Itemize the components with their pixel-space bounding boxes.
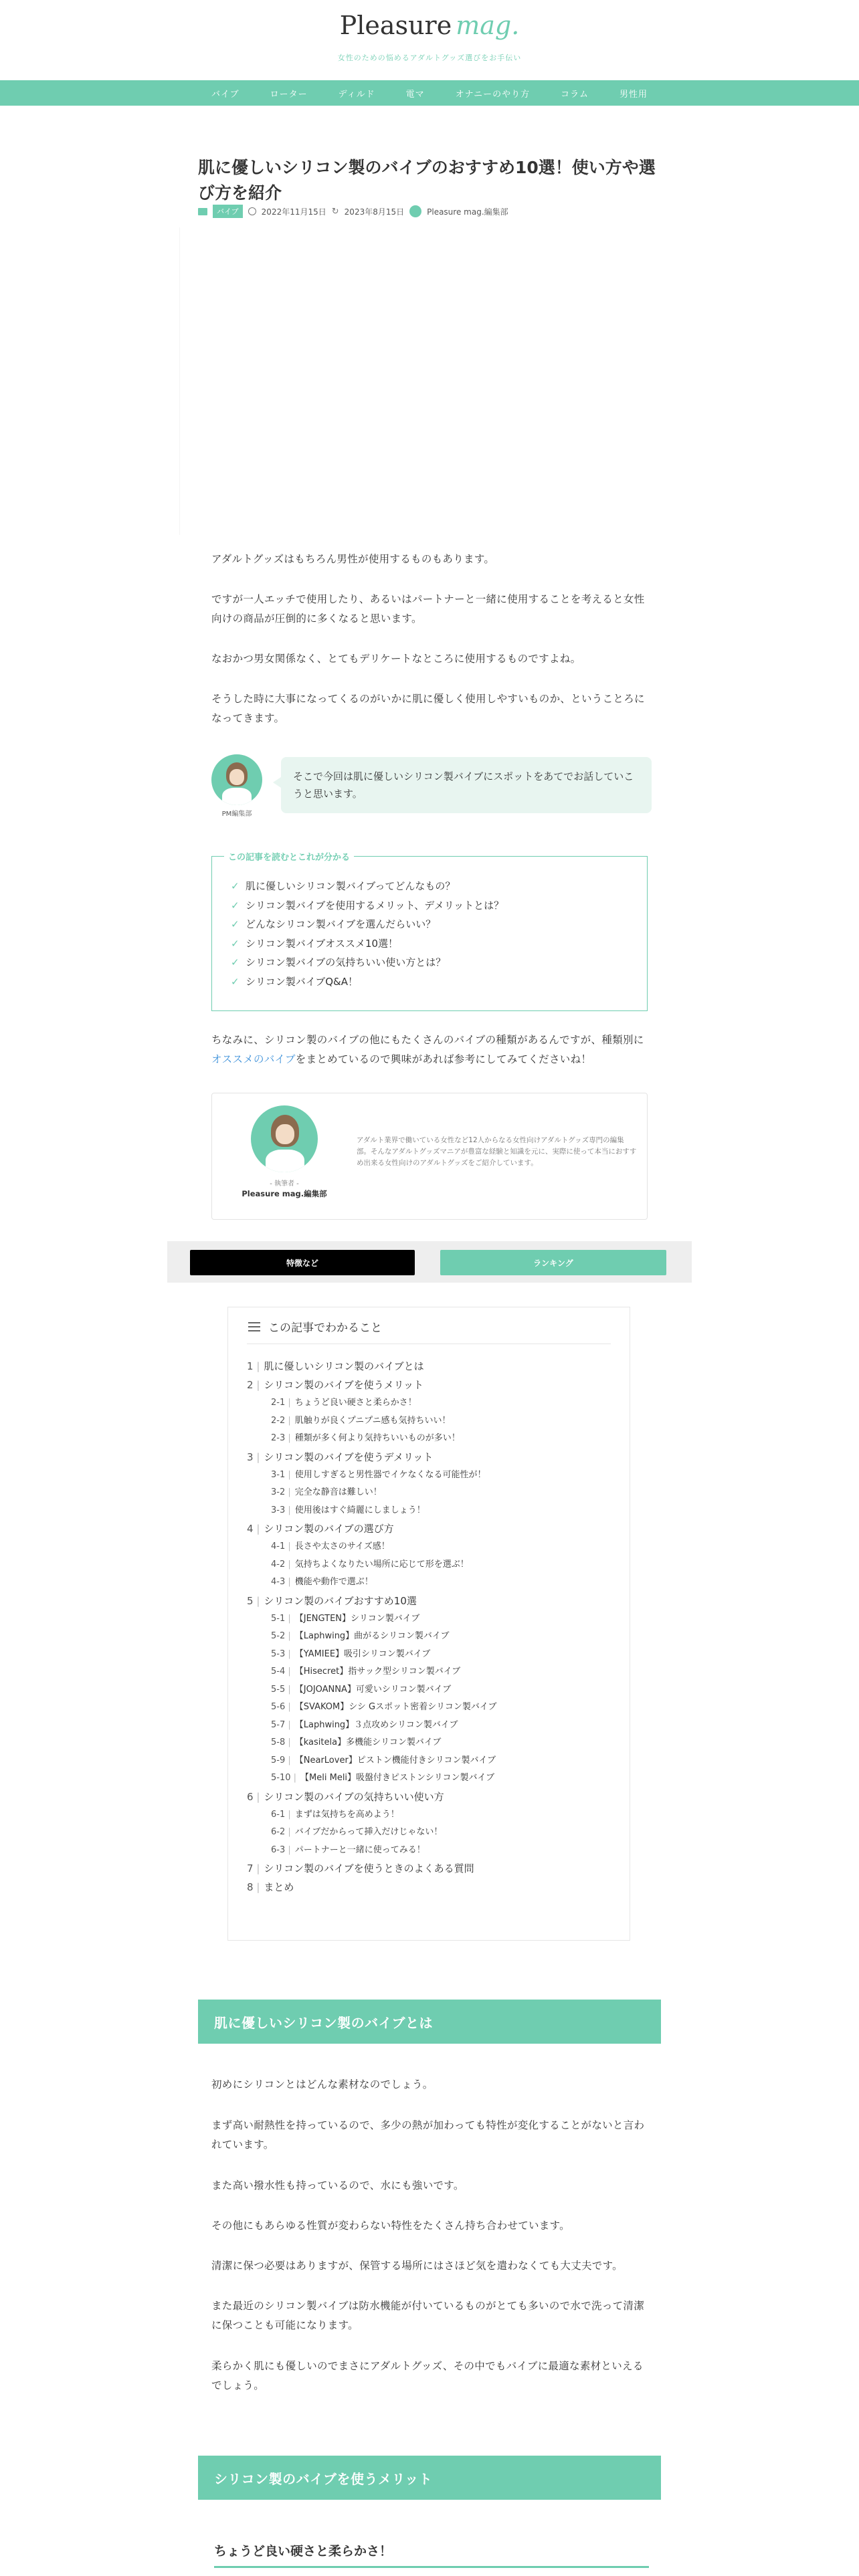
recommend-paragraph <box>211 1031 648 1069</box>
toc-item-number: 4-2 | <box>271 1560 291 1570</box>
toc-item-number: 5 | <box>247 1595 260 1607</box>
toc-item-text[interactable]: 【Laphwing】３点攻めシリコン製バイブ <box>294 1719 458 1730</box>
toc-item[interactable] <box>247 1824 496 1842</box>
summary-item-text: シリコン製バイブを使用するメリット、デメリットとは？ <box>246 899 504 911</box>
toc-item-text[interactable]: 機能や動作で選ぶ！ <box>294 1577 373 1587</box>
section-paragraph: 柔らかく肌にも優しいのでまさにアダルトグッズ、その中でもバイブに最適な素材といえるでしょう。 <box>211 2360 644 2391</box>
toc-item-text[interactable]: パートナーと一緒に使ってみる！ <box>294 1844 425 1855</box>
toc-item[interactable] <box>247 1663 496 1681</box>
toc-item-text[interactable]: 【Meli Meli】吸盤付きピストンシリコン製バイブ <box>300 1773 495 1783</box>
author-description: アダルト業界で働いている女性など12人からなる女性向けアダルトグッズ専門の編集部。そんなアダルトグッズマニアが豊富な経験と知識を元に、実際に使って本当におすすめ出来る女性向けのアダルトグッズをご紹介しています。 <box>357 1136 637 1167</box>
paragraph-text: をまとめているので興味があれば参考にしてみてくださいね！ <box>295 1053 592 1065</box>
summary-item-text: シリコン製バイブオススメ10選！ <box>246 937 399 950</box>
toc-item-text[interactable]: シリコン製のバイブおすすめ10選 <box>264 1594 417 1607</box>
speech-bubble-text: そこで今回は肌に優しいシリコン製バイブにスポットをあてでお話していこうと思います。 <box>281 757 652 813</box>
section-heading: シリコン製のバイブを使うメリット <box>198 2456 661 2500</box>
toc-item[interactable] <box>247 1610 496 1628</box>
toc-item-number: 5-5 | <box>271 1685 291 1695</box>
toc-list <box>247 1357 496 1897</box>
category-badge[interactable]: バイブ <box>213 205 243 218</box>
logo-main: Pleasure <box>339 11 452 40</box>
features-button[interactable]: 特徴など <box>190 1250 415 1275</box>
toc-item-number: 3 | <box>247 1451 260 1463</box>
author-avatar-small <box>409 205 421 217</box>
toc-item[interactable] <box>247 1519 496 1538</box>
toc-item[interactable] <box>247 1699 496 1717</box>
section-paragraph: その他にもあらゆる性質が変わらない特性をたくさん持ち合わせています。 <box>211 2220 570 2232</box>
toc-item-text[interactable]: 【JENGTEN】シリコン製バイブ <box>294 1613 420 1624</box>
toc-item-number: 4-1 | <box>271 1541 291 1551</box>
toc-item-number: 2-2 | <box>271 1416 291 1426</box>
toc-item[interactable] <box>247 1769 496 1788</box>
toc-item[interactable] <box>247 1357 496 1376</box>
toc-item[interactable] <box>247 1752 496 1770</box>
toc-item-number: 6-2 | <box>271 1827 291 1837</box>
toc-item-number: 6-1 | <box>271 1810 291 1820</box>
author-link[interactable]: Pleasure mag.編集部 <box>427 207 508 217</box>
toc-item-text[interactable]: 【YAMIEE】吸引シリコン製バイブ <box>294 1648 431 1659</box>
toc-item[interactable] <box>247 1467 496 1485</box>
toc-item-number: 7 | <box>247 1862 260 1874</box>
toc-item[interactable] <box>247 1842 496 1860</box>
published-date: 2022年11月15日 <box>261 207 326 217</box>
toc-item-text[interactable]: 【Hisecret】指サック型シリコン製バイブ <box>294 1667 461 1677</box>
toc-item-text[interactable]: まずは気持ちを高めよう！ <box>294 1809 399 1820</box>
toc-item-number: 4-3 | <box>271 1577 291 1587</box>
nav-item-rotor[interactable]: ローター <box>270 89 308 100</box>
intro-paragraph: そうした時に大事になってくるのがいかに肌に優しく使用しやすいものか、ということろになってきます。 <box>211 693 645 724</box>
check-icon: ✓ <box>231 937 240 950</box>
toc-item-number: 6-3 | <box>271 1845 291 1855</box>
nav-item-column[interactable]: コラム <box>561 89 589 100</box>
refresh-icon: ↻ <box>331 206 339 217</box>
toc-item-number: 5-10 | <box>271 1773 296 1783</box>
toc-item-text[interactable]: 気持ちよくなりたい場所に応じて形を選ぶ！ <box>294 1559 469 1570</box>
toc-item-text[interactable]: 使用後はすぐ綺麗にしましょう！ <box>294 1505 425 1515</box>
check-icon: ✓ <box>231 956 240 968</box>
nav-item-vibe[interactable]: バイブ <box>211 89 240 100</box>
toc-item-number: 3-2 | <box>271 1487 291 1497</box>
global-nav <box>0 80 859 106</box>
summary-item <box>231 877 504 896</box>
summary-item <box>231 953 504 972</box>
toc-item[interactable] <box>247 1646 496 1664</box>
toc-item-text[interactable]: ちょうど良い硬さと柔らかさ！ <box>294 1398 417 1408</box>
toc-item-number: 2 | <box>247 1379 260 1391</box>
summary-item-text: どんなシリコン製バイブを選んだらいい？ <box>246 918 436 930</box>
toc-item[interactable] <box>247 1574 496 1592</box>
check-icon: ✓ <box>231 975 240 988</box>
toc-item-text[interactable]: 肌に優しいシリコン製のバイブとは <box>264 1360 424 1372</box>
toc-item[interactable] <box>247 1734 496 1752</box>
speech-balloon <box>211 752 653 819</box>
updated-date: 2023年8月15日 <box>344 207 405 217</box>
recommended-vibes-link[interactable]: オススメのバイブ <box>211 1053 296 1065</box>
toc-item[interactable] <box>247 1681 496 1699</box>
summary-item-text: シリコン製バイブQ&A！ <box>246 975 359 988</box>
toc-item-text[interactable]: まとめ <box>264 1881 294 1893</box>
toc-item-number: 5-1 | <box>271 1614 291 1624</box>
toc-item-text[interactable]: バイブだからって挿入だけじゃない！ <box>294 1827 443 1837</box>
nav-item-dildo[interactable]: ディルド <box>338 89 375 100</box>
toc-item-text[interactable]: 使用しすぎると男性器でイケなくなる可能性が！ <box>294 1469 486 1480</box>
folder-icon <box>198 208 207 215</box>
clock-icon <box>248 207 256 215</box>
toc-item-number: 8 | <box>247 1881 260 1893</box>
button-strip <box>167 1241 692 1283</box>
site-tagline: 女性のための悩めるアダルトグッズ選びをお手伝い <box>337 53 522 62</box>
summary-item <box>231 915 504 934</box>
paragraph-text: ちなみに、シリコン製のバイブの他にもたくさんのバイブの種類があるんですが、種類別に <box>211 1034 644 1046</box>
toc-item[interactable] <box>247 1484 496 1502</box>
toc-item-number: 6 | <box>247 1791 260 1803</box>
toc-item-text[interactable]: 【Laphwing】曲がるシリコン製バイブ <box>294 1631 450 1641</box>
toc-item-text[interactable]: シリコン製のバイブを使うメリット <box>264 1379 424 1391</box>
section-heading: 肌に優しいシリコン製のバイブとは <box>198 2000 661 2044</box>
toc-item-number: 4 | <box>247 1523 260 1535</box>
section-paragraph: 初めにシリコンとはどんな素材なのでしょう。 <box>211 2078 434 2090</box>
toc-item-number: 5-6 | <box>271 1702 291 1712</box>
nav-item-mens[interactable]: 男性用 <box>619 89 648 100</box>
toc-item-number: 5-4 | <box>271 1667 291 1677</box>
toc-item-number: 1 | <box>247 1360 260 1372</box>
author-box <box>211 1093 648 1220</box>
toc-item[interactable] <box>247 1806 496 1824</box>
author-name[interactable]: Pleasure mag.編集部 <box>242 1189 327 1198</box>
table-of-contents <box>227 1307 630 1941</box>
toc-item-text[interactable]: 完全な静音は難しい！ <box>294 1487 382 1497</box>
list-icon <box>248 1322 260 1331</box>
speaker-name: PM編集部 <box>221 811 252 818</box>
site-header <box>0 0 859 80</box>
toc-header <box>248 1318 382 1335</box>
toc-item[interactable] <box>247 1556 496 1574</box>
toc-item-number: 3-1 | <box>271 1470 291 1480</box>
summary-item <box>231 896 504 916</box>
toc-item[interactable] <box>247 1376 496 1394</box>
summary-item-text: 肌に優しいシリコン製バイブってどんなもの？ <box>246 880 456 892</box>
toc-item-text[interactable]: 種類が多く何より気持ちいいものが多い！ <box>294 1433 460 1443</box>
toc-item[interactable] <box>247 1717 496 1735</box>
toc-item-text[interactable]: 【NearLover】ピストン機能付きシリコン製バイブ <box>294 1755 496 1765</box>
intro-paragraph: ですが一人エッチで使用したり、あるいはパートナーと一緒に使用することを考えると女性向けの商品が圧倒的に多くなると思います。 <box>211 593 645 625</box>
summary-item-text: シリコン製バイブの気持ちいい使い方とは？ <box>246 956 446 968</box>
toc-item[interactable] <box>247 1592 496 1610</box>
logo-accent: mag. <box>456 11 520 40</box>
editor-avatar <box>211 754 262 805</box>
sub-heading: ちょうど良い硬さと柔らかさ！ <box>214 2541 649 2568</box>
summary-box <box>211 853 648 1011</box>
author-role: - 執筆者 - <box>270 1180 299 1188</box>
toc-item[interactable] <box>247 1502 496 1520</box>
intro-paragraph: なおかつ男女関係なく、とてもデリケートなところに使用するものですよね。 <box>211 653 581 665</box>
check-icon: ✓ <box>231 880 240 892</box>
toc-item-text[interactable]: シリコン製のバイブを使うときのよくある質問 <box>264 1862 474 1874</box>
summary-item <box>231 972 504 992</box>
toc-item-text[interactable]: シリコン製のバイブを使うデメリット <box>264 1451 434 1463</box>
ad-space <box>179 227 680 535</box>
toc-item[interactable] <box>247 1448 496 1467</box>
toc-item-text[interactable]: 肌触りが良くプニプニ感も気持ちいい！ <box>294 1415 451 1426</box>
toc-item[interactable] <box>247 1538 496 1556</box>
section-paragraph: 清潔に保つ必要はありますが、保管する場所にはさほど気を遣わなくても大丈夫です。 <box>211 2260 623 2272</box>
toc-item-text[interactable]: シリコン製のバイブの選び方 <box>264 1523 394 1535</box>
toc-item-number: 5-3 | <box>271 1649 291 1659</box>
toc-item-text[interactable]: 【SVAKOM】シシ Gスポット密着シリコン製バイブ <box>294 1702 497 1712</box>
toc-item[interactable] <box>247 1412 496 1430</box>
section-paragraph: まず高い耐熱性を持っているので、多少の熱が加わっても特性が変化することがないと言われています。 <box>211 2119 645 2151</box>
toc-item-number: 5-2 | <box>271 1631 291 1641</box>
toc-item-text[interactable]: 【JOJOANNA】可愛いシリコン製バイブ <box>294 1684 452 1695</box>
section-paragraph: また最近のシリコン製バイブは防水機能が付いているものがとても多いので水で洗って清潔に保つことも可能になります。 <box>211 2300 645 2331</box>
toc-item-number: 3-3 | <box>271 1505 291 1515</box>
toc-item-number: 5-7 | <box>271 1720 291 1730</box>
nav-item-howto[interactable]: オナニーのやり方 <box>455 89 531 100</box>
toc-item-text[interactable]: 【kasitela】多機能シリコン製バイブ <box>294 1737 442 1747</box>
check-icon: ✓ <box>231 918 240 930</box>
toc-item-number: 5-9 | <box>271 1755 291 1765</box>
summary-item <box>231 934 504 954</box>
toc-item[interactable] <box>247 1878 496 1897</box>
toc-item-number: 2-1 | <box>271 1398 291 1408</box>
toc-item[interactable] <box>247 1430 496 1448</box>
summary-title: この記事を読むとこれが分かる <box>224 850 354 863</box>
ranking-button[interactable]: ランキング <box>440 1250 666 1275</box>
toc-item[interactable] <box>247 1859 496 1878</box>
author-avatar <box>251 1105 318 1172</box>
toc-item-text[interactable]: シリコン製のバイブの気持ちいい使い方 <box>264 1790 444 1803</box>
toc-item-number: 5-8 | <box>271 1737 291 1747</box>
intro-paragraph: アダルトグッズはもちろん男性が使用するものもあります。 <box>211 553 495 565</box>
site-logo[interactable] <box>0 11 859 40</box>
post-meta <box>198 205 508 218</box>
toc-item[interactable] <box>247 1394 496 1412</box>
toc-item[interactable] <box>247 1788 496 1806</box>
check-icon: ✓ <box>231 899 240 911</box>
section-paragraph: また高い撥水性も持っているので、水にも強いです。 <box>211 2179 464 2191</box>
nav-item-denma[interactable]: 電マ <box>405 89 425 100</box>
toc-title: この記事でわかること <box>268 1321 382 1335</box>
toc-item[interactable] <box>247 1628 496 1646</box>
toc-item-number: 2-3 | <box>271 1433 291 1443</box>
summary-list <box>231 877 504 991</box>
toc-item-text[interactable]: 長さや太さのサイズ感！ <box>294 1541 390 1551</box>
post-title: 肌に優しいシリコン製のバイブのおすすめ10選！使い方や選び方を紹介 <box>198 158 656 203</box>
